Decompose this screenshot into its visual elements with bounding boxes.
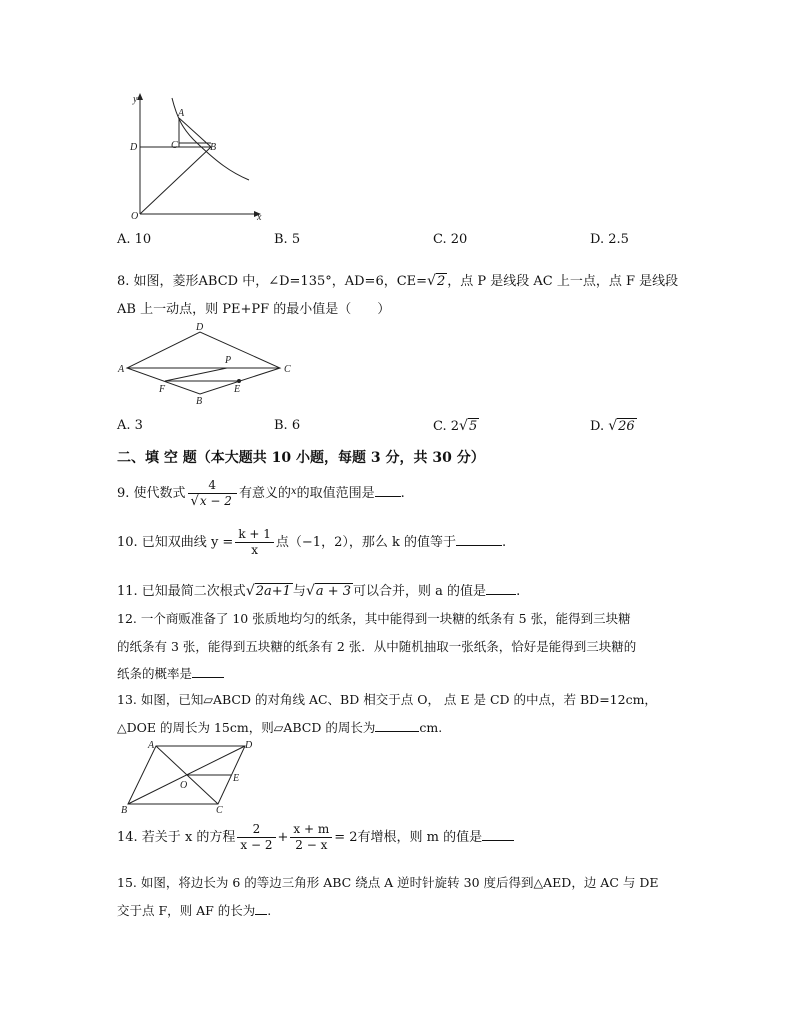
- q11-blank: [486, 582, 516, 595]
- q8-line1-a: 8. 如图，菱形ABCD 中，∠D=135°，AD=6，CE=: [117, 274, 428, 289]
- label-c: C: [171, 140, 178, 151]
- q8-option-d-rad: 26: [618, 419, 635, 434]
- q9-suffix-b: 的取值范围是: [296, 486, 375, 501]
- q9-suffix-a: 有意义的: [238, 486, 291, 501]
- q14-fraction-1: [237, 822, 275, 853]
- label-d: D: [245, 740, 253, 751]
- q14-plus: +: [277, 830, 289, 845]
- q11-rad1: 2a+1: [255, 584, 291, 599]
- label-b: B: [196, 396, 203, 407]
- segment-ob: [140, 147, 211, 214]
- q8-line2: AB 上一动点，则 PE+PF 的最小值是（ ）: [117, 302, 391, 317]
- point-e: [237, 379, 241, 383]
- q8-option-d: D. √26: [590, 418, 635, 434]
- q13-figure: [118, 738, 268, 816]
- q8-line1-b: ，点 P 是线段 AC 上一点，点 F 是线段: [447, 274, 679, 289]
- q14-suffix: 有增根，则 m 的值是: [357, 830, 483, 845]
- q11-line: 11. 已知最简二次根式√2a+1 与√a + 3 可以合并，则 a 的值是 .: [117, 583, 521, 599]
- q8-option-b: B. 6: [274, 418, 301, 433]
- q13-line2-b: cm.: [419, 720, 443, 735]
- q8-option-c: C. 2√5: [433, 418, 478, 434]
- label-a: A: [148, 740, 155, 751]
- q9-line: [117, 478, 405, 509]
- q15-line1: 15. 如图，将边长为 6 的等边三角形 ABC 绕点 A 逆时针旋转 30 度后得到△AED，边 AC 与 DE: [117, 875, 659, 890]
- q8-option-c-rad: 5: [468, 419, 478, 434]
- q8-option-c-prefix: C. 2: [433, 419, 460, 434]
- q14-f1-num: 2: [237, 822, 275, 838]
- q8-option-a: A. 3: [117, 418, 143, 433]
- q13-blank: [375, 719, 419, 732]
- q12-line1: 12. 一个商贩准备了 10 张质地均匀的纸条，其中能得到一块糖的纸条有 5 张，能得到三块糖: [117, 611, 631, 626]
- q10-blank: [456, 533, 502, 546]
- q13-line2: [117, 718, 442, 736]
- label-x: x: [257, 212, 262, 223]
- q10-prefix: 10. 已知双曲线 y =: [117, 535, 234, 550]
- q8-figure: [115, 318, 295, 408]
- q7-option-c: C. 20: [433, 232, 468, 247]
- q14-line: [117, 822, 514, 853]
- q11-mid: 与: [292, 584, 306, 599]
- q14-prefix: 14. 若关于 x 的方程: [117, 830, 236, 845]
- q9-num: 4: [188, 478, 237, 494]
- label-c: C: [216, 805, 223, 816]
- q8-option-d-prefix: D.: [590, 419, 609, 434]
- q14-blank: [482, 828, 514, 841]
- label-f: F: [159, 384, 166, 395]
- q15-blank: [255, 902, 267, 915]
- q12-line3-text: 纸条的概率是: [117, 666, 193, 681]
- q9-prefix: 9. 使代数式: [117, 486, 186, 501]
- label-a: A: [118, 364, 125, 375]
- q14-f2-den: 2 − x: [295, 838, 328, 852]
- q12-line3: [117, 664, 224, 682]
- label-y: y: [133, 94, 138, 105]
- q15-line2: [117, 901, 271, 919]
- q9-var: x: [290, 486, 297, 497]
- q11-end: .: [516, 584, 521, 599]
- q7-option-b: B. 5: [274, 232, 301, 247]
- q7-figure: [125, 90, 270, 225]
- q10-den: x: [251, 543, 258, 557]
- q14-f2-num: x + m: [290, 822, 332, 838]
- segment-fp: [165, 368, 227, 381]
- q8-rad: 2: [436, 274, 446, 289]
- label-e: E: [233, 773, 240, 784]
- q12-line2: 的纸条有 3 张，能得到五块糖的纸条有 2 张．从中随机抽取一张纸条，恰好是能得到三块糖的: [117, 639, 637, 654]
- label-p: P: [225, 355, 232, 366]
- q14-eq: = 2: [334, 830, 358, 845]
- label-c: C: [284, 364, 291, 375]
- q15-line2-a: 交于点 F，则 AF 的长为: [117, 903, 256, 918]
- q14-f1-den: x − 2: [240, 838, 273, 852]
- q10-line: [117, 527, 506, 558]
- label-d: D: [196, 322, 204, 333]
- label-d: D: [130, 142, 138, 153]
- q10-suffix: 点（−1，2），那么 k 的值等于: [275, 535, 456, 550]
- y-axis-arrow: [137, 93, 143, 100]
- label-e: E: [234, 384, 241, 395]
- q11-prefix: 11. 已知最简二次根式: [117, 584, 246, 599]
- q9-fraction: $\frac{4}{√x - 2}$: [188, 478, 237, 509]
- q12-blank: [192, 665, 224, 678]
- label-o: O: [131, 211, 139, 222]
- q10-end: .: [501, 535, 507, 550]
- q11-suffix: 可以合并，则 a 的值是: [353, 584, 487, 599]
- q15-line2-b: .: [267, 903, 272, 918]
- q9-den: x − 2: [199, 494, 232, 508]
- q13-line1: 13. 如图，已知▱ABCD 的对角线 AC、BD 相交于点 O， 点 E 是 CD 的中点，若 BD=12cm，: [117, 692, 657, 707]
- q10-num: k + 1: [235, 527, 274, 543]
- q8-line1: 8. 如图，菱形ABCD 中，∠D=135°，AD=6，CE=√2 ，点 P 是线段 AC 上一点，点 F 是线段: [117, 273, 679, 289]
- q11-rad2: a + 3: [315, 584, 352, 599]
- label-b: B: [121, 805, 128, 816]
- q9-end: .: [400, 486, 405, 501]
- q7-option-d: D. 2.5: [590, 232, 629, 247]
- q13-line2-a: △DOE 的周长为 15cm，则▱ABCD 的周长为: [117, 720, 376, 735]
- q14-fraction-2: [290, 822, 332, 853]
- q7-option-a: A. 10: [117, 232, 152, 247]
- label-a: A: [178, 108, 185, 119]
- q9-blank: [375, 484, 401, 497]
- label-o: O: [180, 780, 188, 791]
- q10-fraction: [235, 527, 274, 558]
- section-2-title: 二、填 空 题（本大题共 10 小题，每题 3 分，共 30 分）: [117, 450, 485, 466]
- label-b: B: [210, 142, 217, 153]
- rhombus-abcd: [127, 332, 280, 394]
